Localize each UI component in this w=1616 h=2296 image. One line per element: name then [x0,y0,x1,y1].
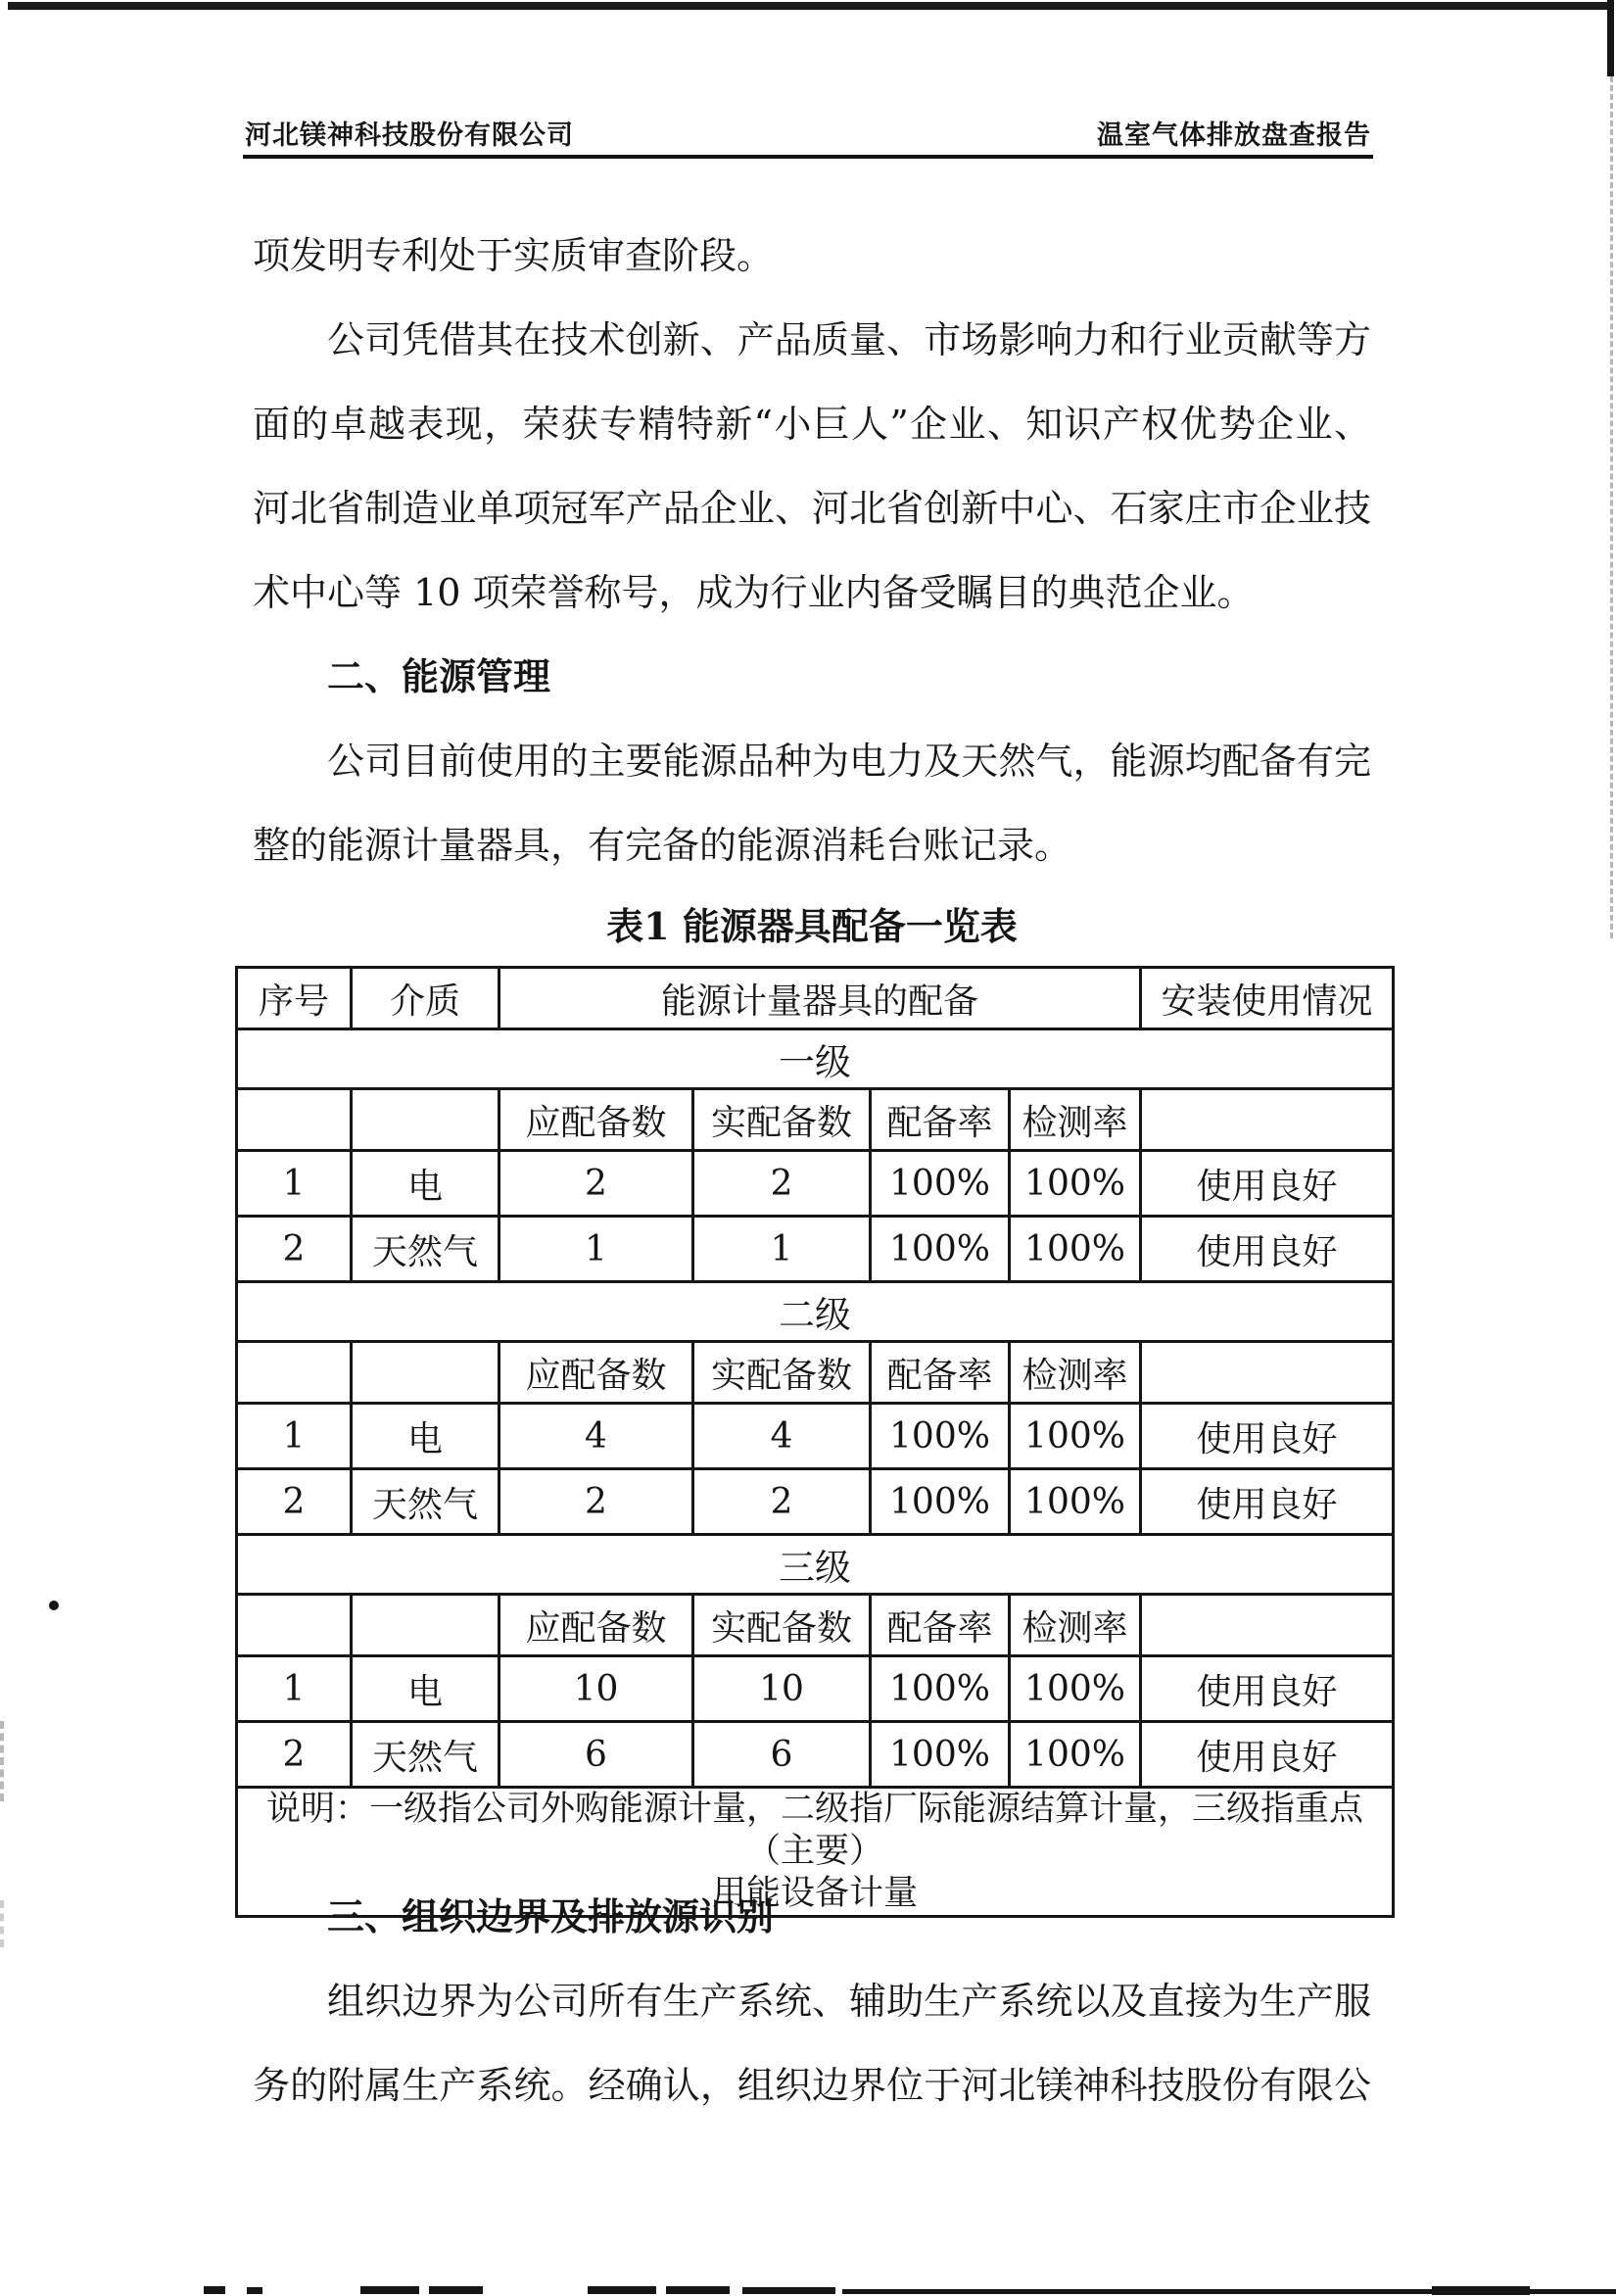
paragraph-line: 公司目前使用的主要能源品种为电力及天然气，能源均配备有完 [327,740,1371,783]
cell-detect-rate: 100% [1010,1722,1141,1788]
cell-seq: 2 [237,1722,352,1788]
table-section-row-level3 [237,1535,1394,1595]
cell-status: 使用良好 [1141,1722,1394,1788]
cell-required: 1 [499,1217,693,1282]
scan-artifact-left-edge [0,1721,4,1801]
cell-actual: 6 [693,1722,871,1788]
cell-status: 使用良好 [1141,1469,1394,1535]
empty-cell [1141,1089,1394,1151]
subheader-actual: 实配备数 [693,1595,871,1656]
cell-medium: 电 [352,1151,499,1217]
subheader-rate: 配备率 [871,1089,1010,1151]
subheader-detect-rate: 检测率 [1010,1595,1141,1656]
empty-cell [237,1089,352,1151]
cell-required: 4 [499,1404,693,1469]
cell-rate: 100% [871,1656,1010,1722]
empty-cell [237,1342,352,1404]
subheader-detect-rate: 检测率 [1010,1089,1141,1151]
body-text-upper [253,214,1371,966]
section-label: 三级 [237,1535,1394,1595]
subheader-required: 应配备数 [499,1342,693,1404]
cell-medium: 天然气 [352,1722,499,1788]
section-heading-energy-management: 二、能源管理 [327,654,551,698]
cell-required: 2 [499,1469,693,1535]
empty-cell [1141,1342,1394,1404]
table-row [237,1469,1394,1535]
table-subheader-row [237,1342,1394,1404]
paragraph-line: 面的卓越表现，荣获专精特新“小巨人”企业、知识产权优势企业、 [253,403,1371,446]
cell-seq: 2 [237,1469,352,1535]
cell-status: 使用良好 [1141,1404,1394,1469]
table-subheader-row [237,1595,1394,1656]
paragraph-line: 河北省制造业单项冠军产品企业、河北省创新中心、石家庄市企业技 [253,487,1371,530]
table-subheader-row [237,1089,1394,1151]
subheader-required: 应配备数 [499,1089,693,1151]
empty-cell [352,1089,499,1151]
table-row [237,1722,1394,1788]
table-row [237,1151,1394,1217]
energy-metering-table [235,966,1395,1918]
paragraph-line: 项发明专利处于实质审查阶段。 [253,234,775,277]
header-company-name: 河北镁神科技股份有限公司 [245,120,574,151]
paragraph-line: 整的能源计量器具，有完备的能源消耗台账记录。 [253,824,1072,867]
empty-cell [352,1342,499,1404]
subheader-actual: 实配备数 [693,1342,871,1404]
subheader-required: 应配备数 [499,1595,693,1656]
paragraph-line: 公司凭借其在技术创新、产品质量、市场影响力和行业贡献等方 [327,318,1371,361]
cell-actual: 2 [693,1469,871,1535]
cell-rate: 100% [871,1722,1010,1788]
subheader-rate: 配备率 [871,1595,1010,1656]
scan-artifact-bottom [360,2286,419,2294]
table-caption: 表1 能源器具配备一览表 [606,904,1018,948]
empty-cell [352,1595,499,1656]
col-header-metering-group: 能源计量器具的配备 [499,968,1141,1029]
col-header-seq: 序号 [237,968,352,1029]
cell-medium: 天然气 [352,1469,499,1535]
scan-artifact-dot [49,1601,59,1610]
table-row [237,1404,1394,1469]
table-section-row-level2 [237,1282,1394,1342]
scan-artifact-bottom [247,2287,262,2294]
col-header-medium: 介质 [352,968,499,1029]
cell-actual: 1 [693,1217,871,1282]
table-header-row [237,968,1394,1029]
paragraph-line: 务的附属生产系统。经确认，组织边界位于河北镁神科技股份有限公 [253,2064,1371,2107]
scan-artifact-top-line [8,2,1610,10]
cell-medium: 电 [352,1404,499,1469]
section-heading-org-boundary: 三、组织边界及排放源识别 [327,1894,775,1938]
empty-cell [237,1595,352,1656]
cell-rate: 100% [871,1404,1010,1469]
scan-artifact-bottom [666,2286,730,2294]
cell-seq: 1 [237,1404,352,1469]
section-label: 一级 [237,1029,1394,1089]
scan-artifact-bottom [204,2286,225,2294]
subheader-actual: 实配备数 [693,1089,871,1151]
scan-artifact-bottom [742,2287,835,2294]
cell-actual: 10 [693,1656,871,1722]
scan-artifact-bottom [588,2286,656,2294]
cell-seq: 1 [237,1656,352,1722]
cell-detect-rate: 100% [1010,1151,1141,1217]
cell-status: 使用良好 [1141,1656,1394,1722]
scan-artifact-right-edge [1610,76,1613,938]
cell-detect-rate: 100% [1010,1656,1141,1722]
empty-cell [1141,1595,1394,1656]
cell-required: 10 [499,1656,693,1722]
scan-artifact-left-edge [0,1900,4,1947]
cell-rate: 100% [871,1151,1010,1217]
cell-status: 使用良好 [1141,1151,1394,1217]
page-header [245,114,1371,152]
cell-detect-rate: 100% [1010,1217,1141,1282]
scan-artifact-right-corner [1607,0,1614,76]
cell-medium: 电 [352,1656,499,1722]
table-row [237,1656,1394,1722]
cell-detect-rate: 100% [1010,1404,1141,1469]
scan-artifact-bottom [1432,2286,1530,2295]
subheader-detect-rate: 检测率 [1010,1342,1141,1404]
cell-detect-rate: 100% [1010,1469,1141,1535]
cell-status: 使用良好 [1141,1217,1394,1282]
table-section-row-level1 [237,1029,1394,1089]
cell-rate: 100% [871,1469,1010,1535]
scan-artifact-bottom [429,2286,483,2294]
body-text-lower [253,1875,1371,2128]
cell-seq: 1 [237,1151,352,1217]
subheader-rate: 配备率 [871,1342,1010,1404]
table-row [237,1217,1394,1282]
cell-rate: 100% [871,1217,1010,1282]
table-note-line: 用能设备计量 [712,1874,919,1913]
cell-seq: 2 [237,1217,352,1282]
cell-required: 6 [499,1722,693,1788]
col-header-installation: 安装使用情况 [1141,968,1394,1029]
table-note-line: 说明：一级指公司外购能源计量，二级指厂际能源结算计量，三级指重点（主要） [266,1790,1364,1871]
section-label: 二级 [237,1282,1394,1342]
cell-actual: 4 [693,1404,871,1469]
paragraph-line: 组织边界为公司所有生产系统、辅助生产系统以及直接为生产服 [327,1980,1371,2023]
paragraph-line: 术中心等 10 项荣誉称号，成为行业内备受瞩目的典范企业。 [253,571,1255,614]
cell-medium: 天然气 [352,1217,499,1282]
header-report-title: 温室气体排放盘查报告 [1097,120,1371,151]
cell-actual: 2 [693,1151,871,1217]
cell-required: 2 [499,1151,693,1217]
header-rule [243,155,1373,159]
